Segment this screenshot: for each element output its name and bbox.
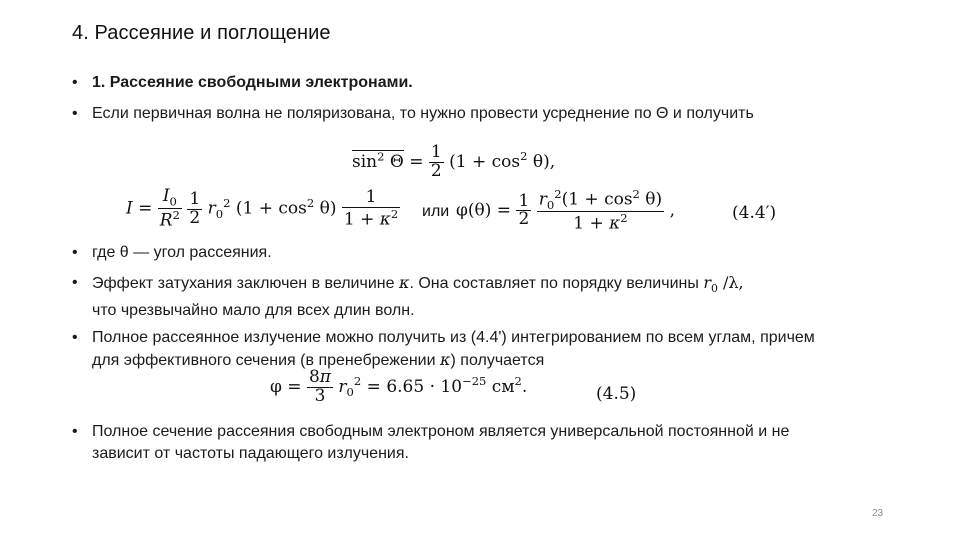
bullet-dot: • <box>72 423 78 440</box>
ratio-symbol: $r_0$ /λ, <box>703 273 744 296</box>
slide-title: 4. Рассеяние и поглощение <box>72 22 331 44</box>
bullet-dot: • <box>72 329 78 346</box>
equation-cross-section: φ = $\frac{8\pi}{3}$ $r_0^2 = 6.65 \cdot 10^{-25}$ $см^2$. <box>270 367 528 406</box>
equation-intensity: I = $\frac{I_0}{R^2}$ $\frac{1}{2}$ $r_0^2$ $(1 + \cos^2 \theta)$ $\frac{1}{1 + \kappa^2}$ <box>126 186 399 231</box>
bullet-item-4 <box>72 272 832 322</box>
or-label: или <box>422 203 450 220</box>
bullet-dot: • <box>72 105 78 122</box>
equation-label-4-4: (4.4′) <box>732 203 777 223</box>
kappa-symbol: κ <box>398 273 410 292</box>
bullet-text: Полное сечение рассеяния свободным электроном является универсальной постоянной и не зависит от частоты падающего излучения. <box>92 423 790 462</box>
numeric-value: 6.65 <box>386 376 425 397</box>
bullet-text: Эффект затухания заключен в величине <box>92 275 395 292</box>
equation-phase-function: φ(θ) = $\frac{1}{2}$ $\frac{r_0^2(1 + \cos^2 \theta)}{1 + \kappa^2}$ , <box>456 187 675 234</box>
bullet-text: . Она составляет по порядку величины <box>409 275 699 292</box>
bullet-dot: • <box>72 244 78 261</box>
unit-text: см <box>491 376 515 397</box>
page-number: 23 <box>872 508 884 519</box>
bullet-item-3 <box>72 242 832 264</box>
bullet-dot: • <box>72 274 78 291</box>
equation-sin-average: $\sin^2 \Theta$ = $\frac{1}{2}$ $(1 + \cos^2 \theta)$, <box>352 142 556 181</box>
equation-label-4-5: (4.5) <box>596 384 637 404</box>
kappa-symbol: κ <box>440 350 451 369</box>
bullet-item-5 <box>72 327 832 372</box>
bullet-text: где θ — угол рассеяния. <box>92 244 272 261</box>
bullet-text: что чрезвычайно мало для всех длин волн. <box>92 302 415 320</box>
bullet-text: 1. Рассеяние свободными электронами. <box>92 74 413 91</box>
bullet-text: ) получается <box>450 352 545 369</box>
bullet-text: Полное рассеянное излучение можно получить из (4.4') интегрированием по всем углам, причем для эффективного сечения (в пренебрежении <box>92 329 815 369</box>
bullet-text: Если первичная волна не поляризована, то нужно провести усреднение по Θ и получить <box>92 105 754 122</box>
bullet-item-2 <box>72 103 832 125</box>
exponent-value: −25 <box>462 374 487 389</box>
bullet-dot: • <box>72 74 78 91</box>
bullet-item-1 <box>72 72 832 94</box>
bullet-item-6 <box>72 421 832 465</box>
